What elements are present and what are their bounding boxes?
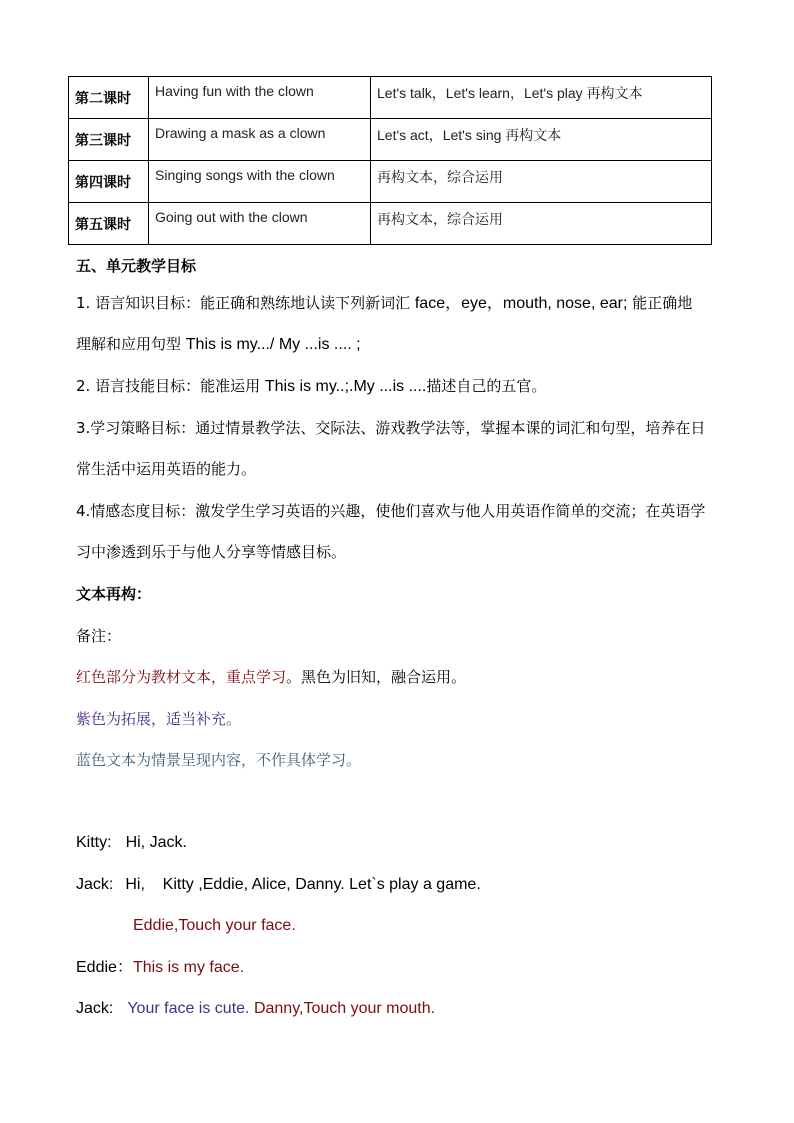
lesson-cell: 第五课时	[69, 203, 149, 245]
content-cell: Let's act，Let's sing 再构文本	[371, 119, 712, 161]
speaker: Jack:	[76, 876, 114, 893]
content-cell: 再构文本，综合运用	[371, 161, 712, 203]
note-blue: 蓝色文本为情景呈现内容，不作具体学习。	[76, 751, 362, 769]
goal-2-pattern: This is my..;.My ...is ....	[264, 378, 427, 395]
note-red-focus: 重点学习	[226, 668, 287, 686]
dialogue-text: Eddie,Touch your face.	[133, 917, 296, 934]
content-cell: 再构文本，综合运用	[371, 203, 712, 245]
table-row	[69, 77, 712, 119]
table-row	[69, 119, 712, 161]
goal-1-line-1	[76, 293, 692, 314]
dialogue-text: Danny,Touch your mouth.	[249, 1000, 436, 1017]
table-row	[69, 203, 712, 245]
goal-1-text-tail: 能正确地	[627, 294, 693, 312]
goal-1-text: 1. 语言知识目标：能正确和熟练地认读下列新词汇	[76, 294, 415, 312]
goal-4-line-2: 习中渗透到乐于与他人分享等情感目标。	[76, 543, 347, 561]
note-red-text: 红色部分为教材文本，	[76, 668, 227, 686]
goal-2	[76, 376, 546, 397]
dialogue-text: Hi, Jack.	[125, 834, 187, 851]
topic-cell: Going out with the clown	[149, 203, 371, 245]
dialogue-text-extension: Your face is cute.	[127, 1000, 250, 1017]
note-purple: 紫色为拓展，适当补充。	[76, 710, 242, 728]
topic-cell: Having fun with the clown	[149, 77, 371, 119]
note-red	[76, 667, 466, 687]
lesson-table	[68, 76, 712, 245]
goal-1-line-2	[76, 334, 361, 355]
speaker: Jack:	[76, 1000, 114, 1017]
note-black-text: 。黑色为旧知，融合运用。	[286, 668, 467, 686]
dialogue-line	[133, 916, 296, 936]
speaker: Kitty:	[76, 834, 112, 851]
rewrite-heading: 文本再构：	[76, 585, 152, 603]
goal-2-text: 2. 语言技能目标：能准运用	[76, 377, 265, 395]
dialogue-text: Hi, Kitty ,Eddie, Alice, Danny. Let`s play a game.	[125, 876, 481, 893]
lesson-cell: 第四课时	[69, 161, 149, 203]
dialogue-line	[76, 833, 187, 853]
content-cell: Let's talk，Let's learn，Let's play 再构文本	[371, 77, 712, 119]
dialogue-text: This is my face.	[132, 959, 245, 976]
table-row	[69, 161, 712, 203]
goal-4-line-1: 4.情感态度目标：激发学生学习英语的兴趣，使他们喜欢与他人用英语作简单的交流；在英语学	[76, 502, 706, 520]
lesson-cell: 第二课时	[69, 77, 149, 119]
dialogue-line	[76, 875, 481, 895]
speaker: Eddie：	[76, 959, 133, 976]
goal-3-line-2: 常生活中运用英语的能力。	[76, 460, 257, 478]
note-label: 备注：	[76, 627, 122, 645]
topic-cell: Drawing a mask as a clown	[149, 119, 371, 161]
dialogue-line	[76, 958, 244, 978]
goal-1-vocab: face，eye，mouth, nose, ear;	[414, 295, 628, 312]
goal-1-pattern: This is my.../ My ...is .... ;	[185, 336, 361, 353]
goal-2-text-tail: 描述自己的五官。	[426, 377, 547, 395]
topic-cell: Singing songs with the clown	[149, 161, 371, 203]
goal-1-text: 理解和应用句型	[76, 335, 186, 353]
section-heading: 五、单元教学目标	[76, 257, 197, 275]
lesson-cell: 第三课时	[69, 119, 149, 161]
dialogue-line	[76, 999, 435, 1019]
goal-3-line-1: 3.学习策略目标：通过情景教学法、交际法、游戏教学法等，掌握本课的词汇和句型，培养在日	[76, 419, 706, 437]
